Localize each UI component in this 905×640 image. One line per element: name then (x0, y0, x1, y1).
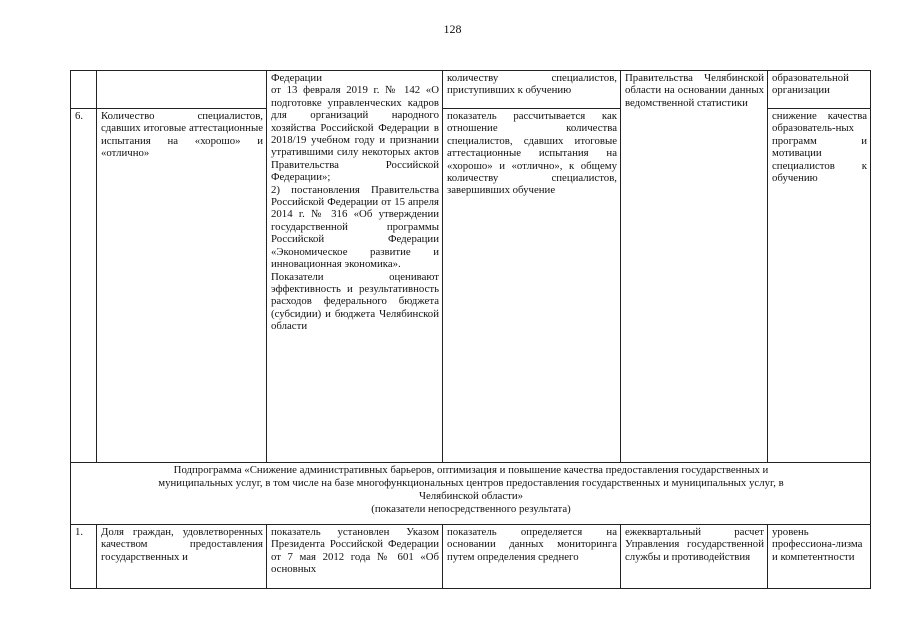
influencing-factor-cell: уровень профессиона-лизма и компетентности (768, 525, 871, 589)
table-row (71, 71, 871, 109)
subprogram-header-cell (71, 463, 871, 525)
legal-basis-decree-316: 2) постановления Правительства Российской Федерации от 15 апреля 2014 г. № 316 «Об утверждении государственной программы Российской Федерации «Экономическое развитие и инновационная экономика». (271, 183, 439, 271)
subprogram-title-line: Подпрограмма «Снижение административных барьеров, оптимизация и повышение качества предоставления государственных и (173, 464, 769, 476)
section-header-row (71, 463, 871, 525)
data-source-cell: ежеквартальный расчет Управления государственной службы и противодействия (621, 525, 768, 589)
row-number-cell: 6. (71, 109, 97, 463)
influencing-factor-cell: образовательной организации (768, 71, 871, 109)
subprogram-subtitle: (показатели непосредственного результата) (371, 503, 571, 515)
indicator-name-cell: Доля граждан, удовлетворенных качеством предоставления государственных и (97, 525, 267, 589)
subprogram-title-line: муниципальных услуг, в том числе на базе многофункциональных центров предоставления государственных и муниципальных услуг, в (158, 477, 784, 489)
legal-basis-evaluation: Показатели оценивают эффективность и результативность расходов федерального бюджета (субсидии) и бюджета Челябинской области (271, 270, 439, 333)
legal-basis-line: Федерации (271, 72, 322, 84)
subprogram-title-line: Челябинской области» (418, 490, 524, 502)
row-number-cell (71, 71, 97, 109)
indicator-name-cell: Количество специалистов, сдавших итоговые аттестационные испытания на «хорошо» и «отлично» (97, 109, 267, 463)
indicators-table (70, 70, 871, 589)
calculation-method-cell: показатель рассчитывается как отношение количества специалистов, сдавших итоговые аттестационные испытания на «хорошо» и «отлично», к общему количеству специалистов, завершивших обучение (443, 109, 621, 463)
calculation-method-cell: показатель определяется на основании данных мониторинга путем определения среднего (443, 525, 621, 589)
influencing-factor-cell: снижение качества образователь-ных программ и мотивации специалистов к обучению (768, 109, 871, 463)
data-source-cell: Правительства Челябинской области на основании данных ведомственной статистики (621, 71, 768, 463)
legal-basis-cell: показатель установлен Указом Президента Российской Федерации от 7 мая 2012 года № 601 «Об основных (267, 525, 443, 589)
row-number-cell: 1. (71, 525, 97, 589)
legal-basis-cell (267, 71, 443, 463)
table-row (71, 525, 871, 589)
indicator-name-cell (97, 71, 267, 109)
calculation-method-cell: количеству специалистов, приступивших к обучению (443, 71, 621, 109)
legal-basis-decree-142: от 13 февраля 2019 г. № 142 «О подготовке управленческих кадров для организаций народного хозяйства Российской Федерации в 2018/19 учебном году и признании утратившими силу некоторых актов Правительства Российской Федерации»; (271, 84, 439, 184)
page-number: 128 (443, 22, 462, 36)
